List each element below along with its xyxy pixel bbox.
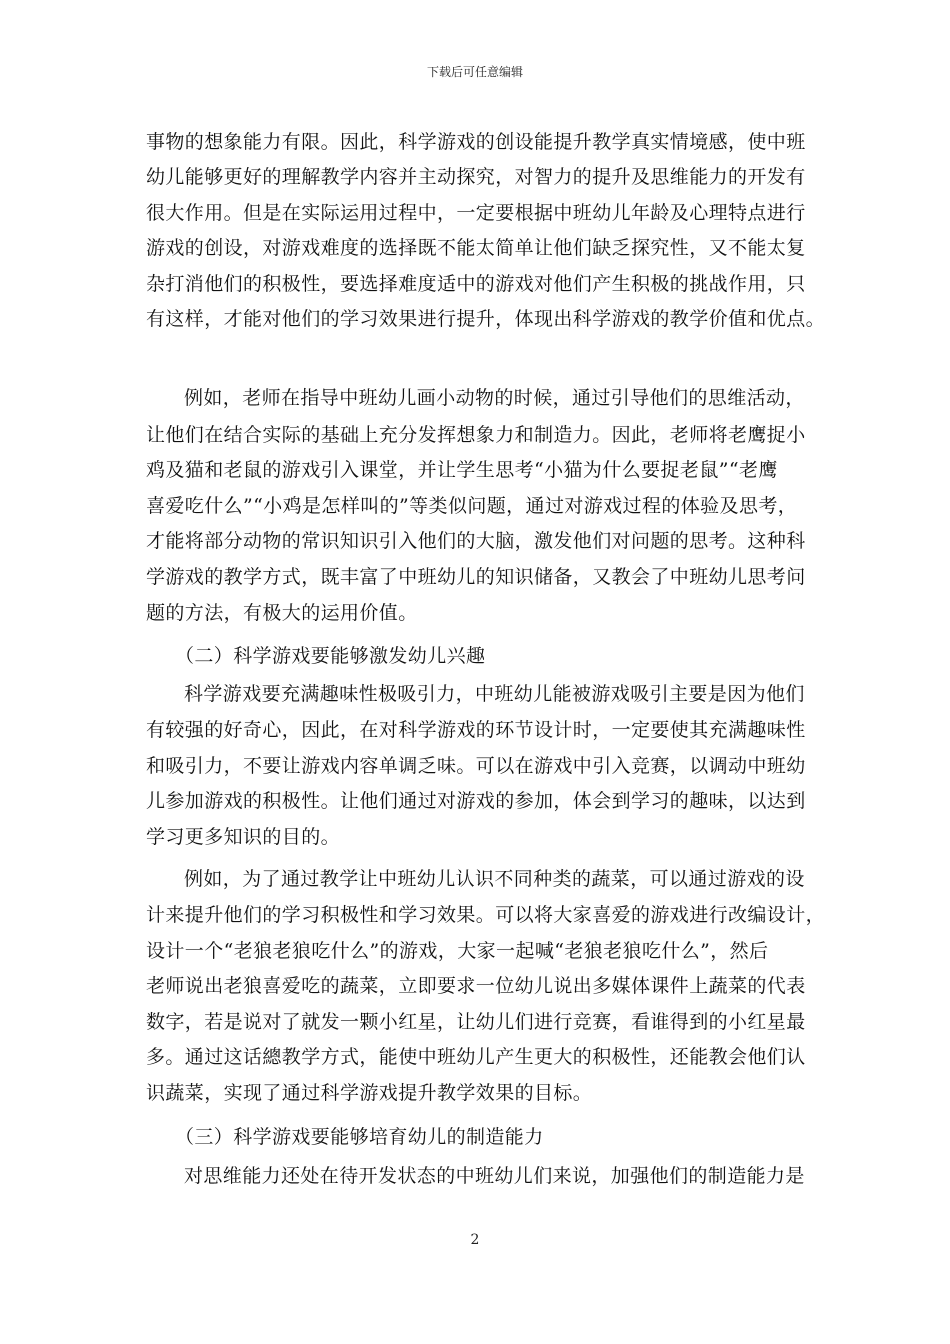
body-text-line: 杂打消他们的积极性，要选择难度适中的游戏对他们产生积极的挑战作用，只 [146,273,806,295]
body-text-line: 很大作用。但是在实际运用过程中，一定要根据中班幼儿年龄及心理特点进行 [146,202,806,224]
body-text-line: 学习更多知识的目的。 [146,826,341,848]
body-text-line: 例如，为了通过教学让中班幼儿认识不同种类的蔬菜，可以通过游戏的设 [184,868,805,890]
body-text-line: 和吸引力，不要让游戏内容单调乏味。可以在游戏中引入竞赛，以调动中班幼 [146,755,806,777]
body-text-line: 识蔬菜，实现了通过科学游戏提升教学效果的目标。 [146,1082,593,1104]
body-text-line: 幼儿能够更好的理解教学内容并主动探究，对智力的提升及思维能力的开发有 [146,166,806,188]
body-text-line: 老师说出老狼喜爱吃的蔬菜，立即要求一位幼儿说出多媒体课件上蔬菜的代表 [146,975,806,997]
body-text-line: 喜爱吃什么”“小鸡是怎样叫的”等类似问题，通过对游戏过程的体验及思考， [146,495,798,517]
body-text-line: 鸡及猫和老鼠的游戏引入课堂，并让学生思考“小猫为什么要捉老鼠”“老鹰 [146,459,778,481]
body-text-line: 才能将部分动物的常识知识引入他们的大脑，激发他们对问题的思考。这种科 [146,530,806,552]
page-header-note: 下载后可任意编辑 [426,65,523,79]
body-text-line: 事物的想象能力有限。因此，科学游戏的创设能提升教学真实情境感，使中班 [146,131,806,153]
body-text-line: 科学游戏要充满趣味性极吸引力，中班幼儿能被游戏吸引主要是因为他们 [184,683,805,705]
body-text-line: 有较强的好奇心，因此，在对科学游戏的环节设计时，一定要使其充满趣味性 [146,719,806,741]
section-heading: （三）科学游戏要能够培育幼儿的制造能力 [175,1126,544,1148]
body-text-line: 多。通过这话總教学方式，能使中班幼儿产生更大的积极性，还能教会他们认 [146,1046,806,1068]
body-text-line: 对思维能力还处在待开发状态的中班幼儿们来说，加强他们的制造能力是 [184,1165,805,1187]
body-text-line: 设计一个“老狼老狼吃什么”的游戏，大家一起喊“老狼老狼吃什么”，然后 [146,940,769,962]
body-text-line: 数字，若是说对了就发一颗小红星，让幼儿们进行竞赛，看谁得到的小红星最 [146,1011,806,1033]
body-text-line: 例如，老师在指导中班幼儿画小动物的时候，通过引导他们的思维活动， [184,387,805,409]
section-heading: （二）科学游戏要能够激发幼儿兴趣 [175,645,486,667]
body-text-line: 计来提升他们的学习积极性和学习效果。可以将大家喜爱的游戏进行改编设计， [146,904,826,926]
body-text-line: 儿参加游戏的积极性。让他们通过对游戏的参加，体会到学习的趣味，以达到 [146,790,806,812]
body-text-line: 学游戏的教学方式，既丰富了中班幼儿的知识储备，又教会了中班幼儿思考问 [146,566,806,588]
page-number: 2 [470,1232,480,1248]
body-text-line: 游戏的创设，对游戏难度的选择既不能太简单让他们缺乏探究性，又不能太复 [146,237,806,259]
body-text-line: 题的方法，有极大的运用价值。 [146,602,418,624]
body-text-line: 让他们在结合实际的基础上充分发挥想象力和制造力。因此，老师将老鹰捉小 [146,424,806,446]
body-text-line: 有这样，才能对他们的学习效果进行提升，体现出科学游戏的教学价值和优点。 [146,308,826,330]
